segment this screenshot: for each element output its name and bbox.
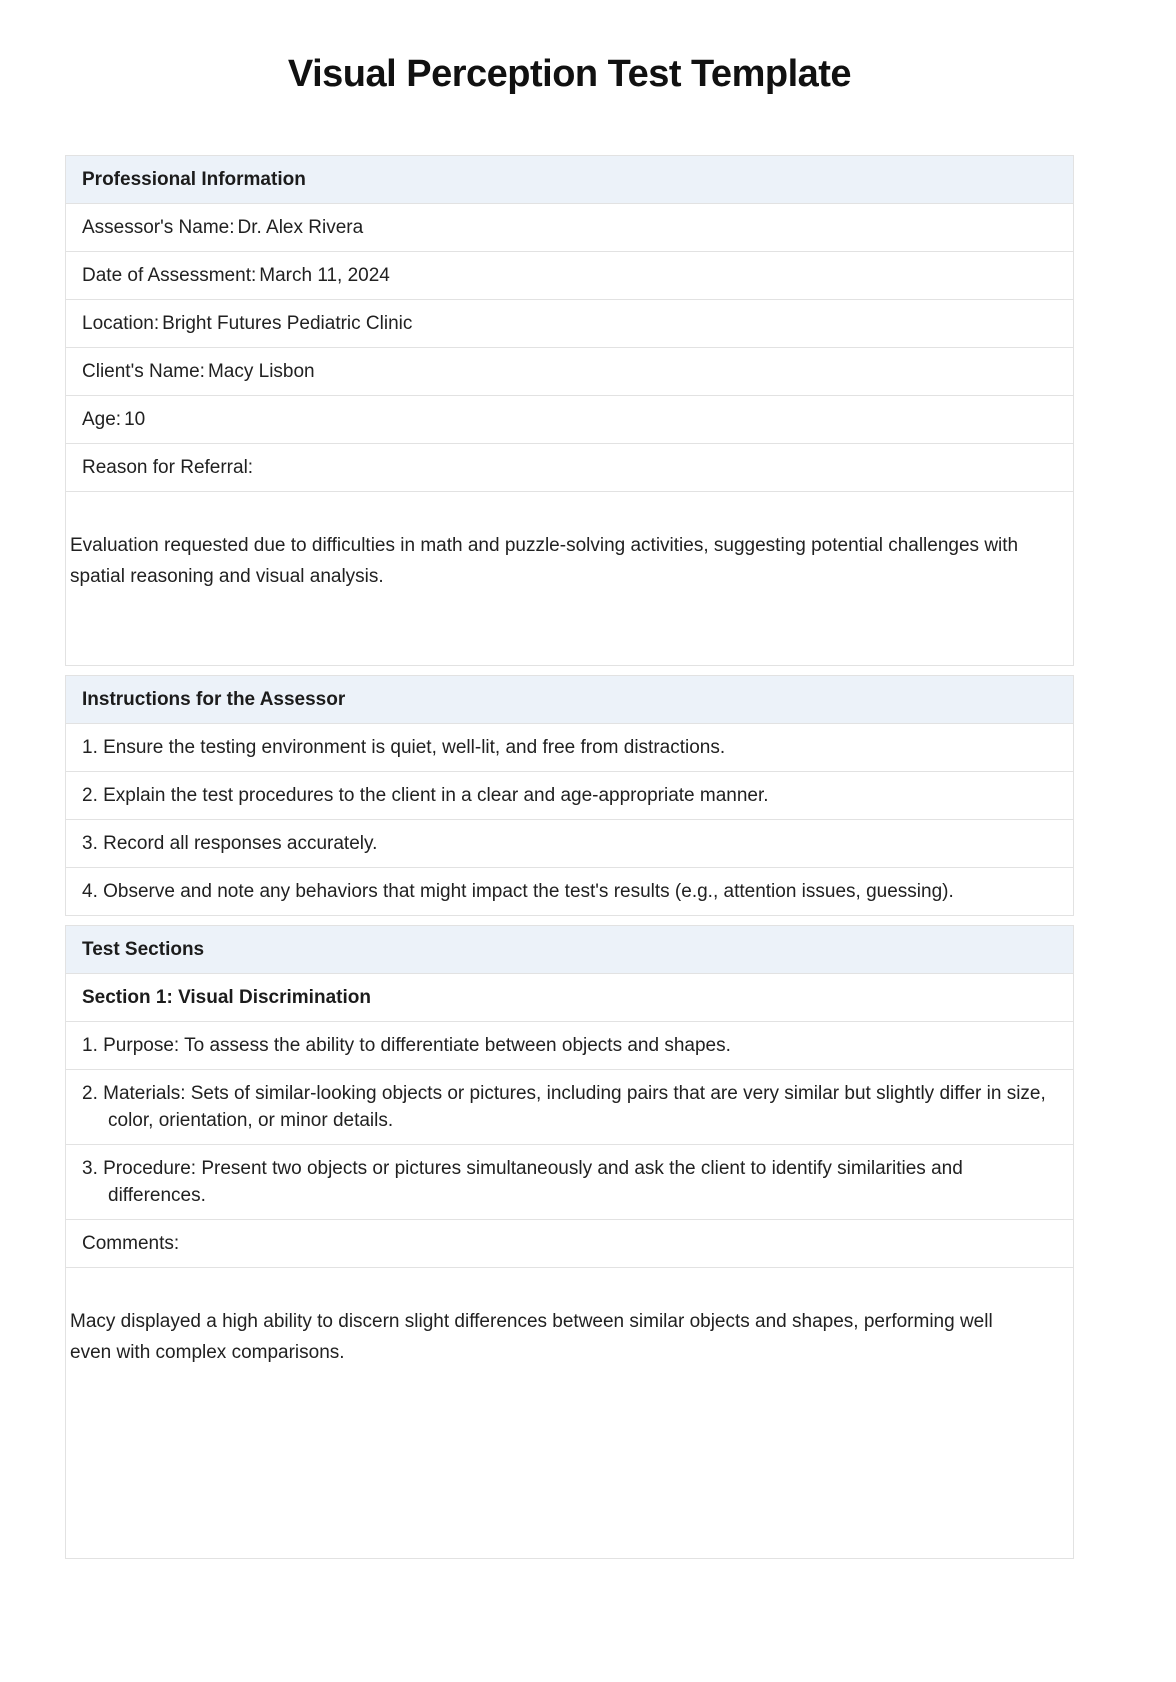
comments-text: Macy displayed a high ability to discern slight differences between similar objects and shapes, performing well even with complex comparisons.: [70, 1311, 993, 1363]
instruction-item-2: 2. Explain the test procedures to the client in a clear and age-appropriate manner.: [66, 772, 1073, 820]
document-page: [65, 52, 1074, 1559]
comments-label: Comments:: [82, 1233, 180, 1254]
instruction-item-4: 4. Observe and note any behaviors that might impact the test's results (e.g., attention issues, guessing).: [82, 881, 954, 902]
field-value[interactable]: Macy Lisbon: [207, 361, 315, 382]
field-label: Client's Name:: [82, 361, 205, 382]
referral-note-textarea[interactable]: [66, 492, 1073, 665]
instruction-item-1: 1. Ensure the testing environment is quiet, well-lit, and free from distractions.: [66, 724, 1073, 772]
section-header-professional-information: Professional Information: [66, 156, 1073, 204]
section1-item-procedure: 3. Procedure: Present two objects or pictures simultaneously and ask the client to identify similarities and differences.: [66, 1145, 1073, 1220]
field-value[interactable]: Dr. Alex Rivera: [237, 217, 364, 238]
section1-title: Section 1: Visual Discrimination: [66, 974, 1073, 1022]
test-sections-table: [65, 925, 1074, 1559]
section-header-test-sections: Test Sections: [66, 926, 1073, 974]
instructions-table: [65, 675, 1074, 916]
field-value[interactable]: March 11, 2024: [259, 265, 390, 286]
field-row-clients-name[interactable]: [66, 348, 1073, 396]
field-value[interactable]: Bright Futures Pediatric Clinic: [162, 313, 413, 334]
comments-label-row[interactable]: [66, 1220, 1073, 1268]
section-header-instructions: Instructions for the Assessor: [66, 676, 1073, 724]
field-label: Date of Assessment:: [82, 265, 257, 286]
field-row-reason-for-referral[interactable]: [66, 444, 1073, 492]
instruction-item-3: 3. Record all responses accurately.: [66, 820, 1073, 868]
field-row-date-of-assessment[interactable]: [66, 252, 1073, 300]
field-label: Location:: [82, 313, 160, 334]
field-label: Assessor's Name:: [82, 217, 235, 238]
field-label: Age:: [82, 409, 122, 430]
comments-textarea[interactable]: [66, 1268, 1073, 1558]
field-label: Reason for Referral:: [82, 457, 254, 478]
referral-note-text: Evaluation requested due to difficulties in math and puzzle-solving activities, suggesting potential challenges with spatial reasoning and visual analysis.: [70, 535, 1019, 587]
professional-info-table: [65, 155, 1074, 666]
field-row-assessors-name[interactable]: [66, 204, 1073, 252]
section1-item-purpose: 1. Purpose: To assess the ability to differentiate between objects and shapes.: [66, 1022, 1073, 1070]
field-row-age[interactable]: [66, 396, 1073, 444]
page-title: Visual Perception Test Template: [287, 53, 852, 95]
section1-item-materials: 2. Materials: Sets of similar-looking objects or pictures, including pairs that are very similar but slightly differ in size, color, orientation, or minor details.: [66, 1070, 1073, 1145]
field-row-location[interactable]: [66, 300, 1073, 348]
field-value[interactable]: 10: [124, 409, 146, 430]
